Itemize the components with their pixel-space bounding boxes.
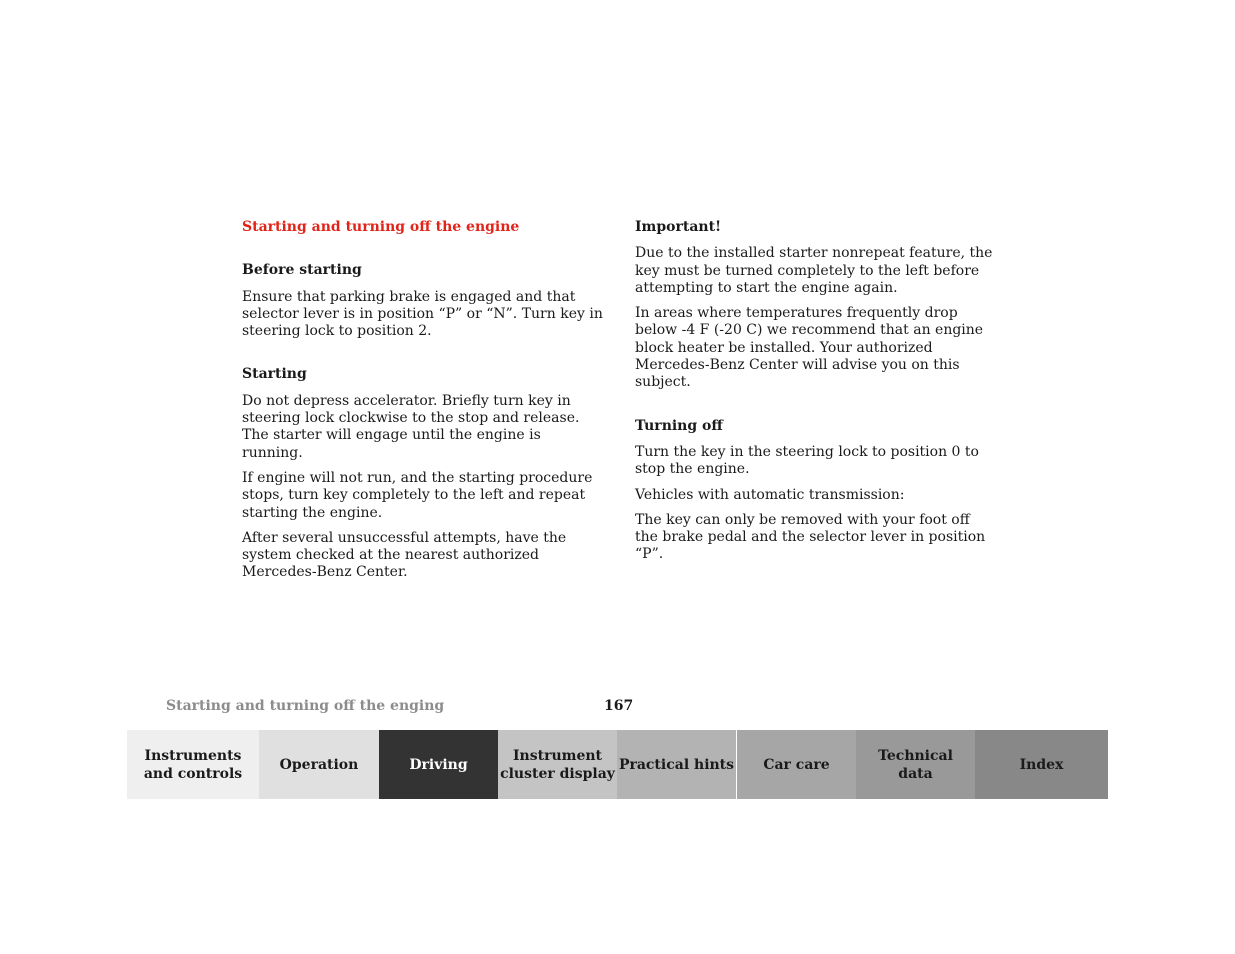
tab-driving[interactable]: Driving [379,730,498,799]
tab-technical-data[interactable]: Technical data [856,730,975,799]
important-heading: Important! [635,219,722,235]
turning-off-paragraph-3: The key can only be removed with your foot off the brake pedal and the selector lever in position “P”. [635,511,986,563]
tab-car-care[interactable]: Car care [737,730,856,799]
turning-off-paragraph-1: Turn the key in the steering lock to position 0 to stop the engine. [635,443,979,478]
footer-section-label: Starting and turning off the enging [166,698,445,714]
right-column [635,219,997,572]
important-paragraph-2: In areas where temperatures frequently drop below -4 F (-20 C) we recommend that an engine block heater be installed. Your authorized Mercedes-Benz Center will advise you on this subject. [635,305,984,391]
important-paragraph-1: Due to the installed starter nonrepeat feature, the key must be turned completely to the left before attempting to start the engine again. [635,245,993,296]
tab-index[interactable]: Index [975,730,1108,799]
before-starting-heading: Before starting [242,262,362,279]
starting-paragraph-2: If engine will not run, and the starting procedure stops, turn key completely to the left and repeat starting the engine. [242,469,593,521]
starting-paragraph-3: After several unsuccessful attempts, have the system checked at the nearest authorized Mercedes-Benz Center. [242,529,567,581]
chapter-nav [127,730,1108,799]
tab-operation[interactable]: Operation [259,730,379,799]
starting-heading: Starting [242,366,307,383]
tab-instruments-and-controls[interactable]: Instruments and controls [127,730,259,799]
tab-instrument-cluster-display[interactable]: Instrument cluster display [498,730,617,799]
starting-paragraph-1: Do not depress accelerator. Briefly turn key in steering lock clockwise to the stop and release. The starter will engage until the engine is running. [242,392,580,461]
left-column [242,219,604,590]
tab-practical-hints[interactable]: Practical hints [617,730,737,799]
page-number: 167 [604,698,634,714]
section-title: Starting and turning off the engine [242,219,520,235]
turning-off-heading: Turning off [635,417,723,434]
turning-off-paragraph-2: Vehicles with automatic transmission: [635,486,905,503]
before-starting-paragraph: Ensure that parking brake is engaged and that selector lever is in position “P” or “N”. Turn key in steering lock to position 2. [242,288,603,340]
